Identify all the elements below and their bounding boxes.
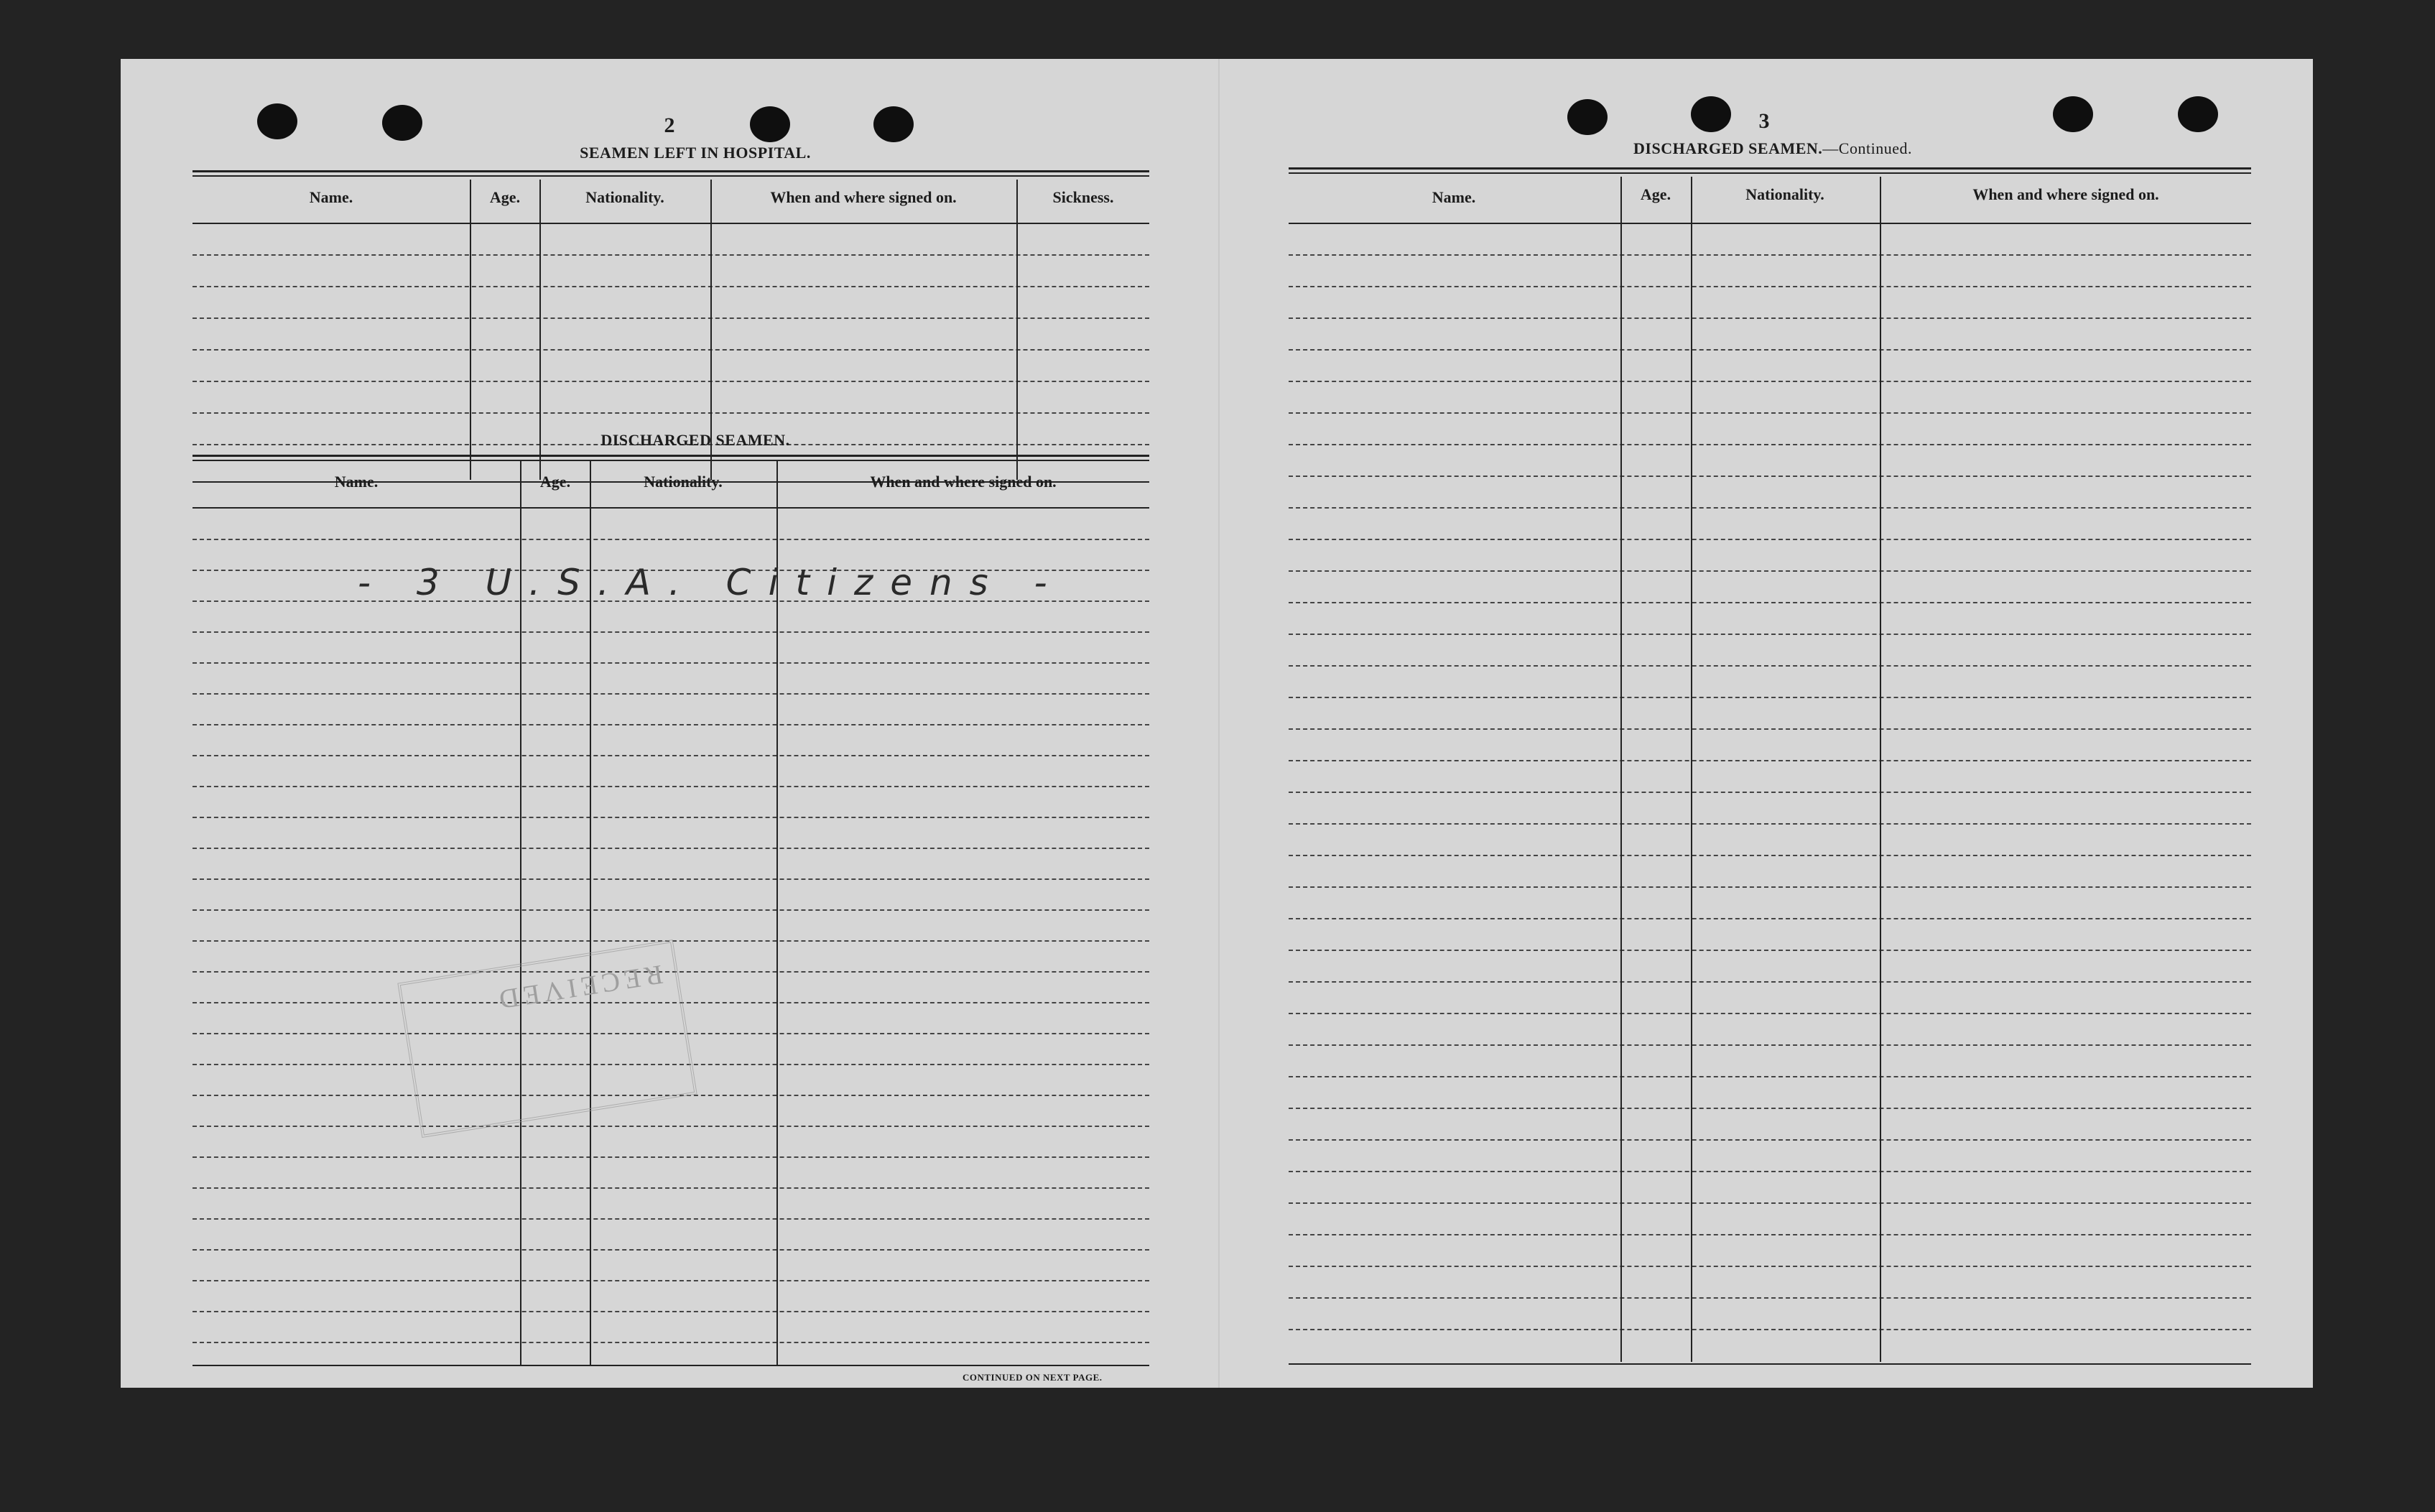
discharged-col-signed-on: When and where signed on. [870, 473, 1057, 491]
discharged-top-rule [193, 455, 1149, 461]
hospital-col-sickness: Sickness. [1052, 188, 1114, 206]
ruled-line [193, 1218, 1149, 1220]
ruled-line [193, 539, 1149, 540]
ruled-line [1289, 444, 2251, 445]
discharged-section-title: DISCHARGED SEAMEN. [600, 431, 790, 449]
ruled-line [1289, 412, 2251, 414]
discharged-continued-title-main: DISCHARGED SEAMEN. [1633, 139, 1823, 157]
punch-hole [750, 106, 790, 142]
ruled-line [1289, 792, 2251, 793]
ruled-line [193, 286, 1149, 287]
ruled-line [1289, 886, 2251, 888]
discharged-col-age: Age. [539, 473, 571, 491]
ruled-line [1289, 1013, 2251, 1014]
ruled-line [1289, 634, 2251, 635]
document-sheet [121, 59, 2313, 1388]
discharged-header-rule [193, 507, 1149, 509]
discharged-col-nationality: Nationality. [644, 473, 723, 491]
ruled-line [193, 693, 1149, 695]
discharged-bottom-rule [193, 1365, 1149, 1366]
ruled-line [1289, 1329, 2251, 1330]
hospital-col-signed-on: When and where signed on. [770, 188, 957, 206]
ruled-line [193, 317, 1149, 319]
punch-hole [2053, 96, 2093, 132]
right-col-divider [1620, 177, 1622, 1362]
discharged-col-name: Name. [334, 473, 379, 491]
ruled-line [1289, 539, 2251, 540]
ruled-line [193, 1126, 1149, 1127]
ruled-line [1289, 1297, 2251, 1299]
ruled-line [1289, 1266, 2251, 1267]
ruled-line [1289, 254, 2251, 256]
page-number-right: 3 [1758, 109, 1770, 133]
ruled-line [1289, 697, 2251, 698]
ruled-line [193, 631, 1149, 633]
ruled-line [193, 786, 1149, 787]
ruled-line [1289, 823, 2251, 825]
ruled-line [1289, 507, 2251, 509]
ruled-line [193, 1342, 1149, 1343]
ruled-line [1289, 476, 2251, 477]
ruled-line [193, 662, 1149, 664]
right-top-rule [1289, 167, 2251, 174]
ruled-line [193, 1311, 1149, 1312]
punch-hole [2178, 96, 2218, 132]
ruled-line [193, 724, 1149, 725]
ruled-line [1289, 855, 2251, 856]
ruled-line [193, 412, 1149, 414]
ruled-line [1289, 1044, 2251, 1046]
ruled-line [1289, 1139, 2251, 1141]
punch-hole [382, 105, 422, 141]
ruled-line [193, 381, 1149, 382]
page-fold [1218, 59, 1220, 1388]
ruled-line [1289, 1234, 2251, 1235]
right-col-age: Age. [1640, 185, 1671, 203]
ruled-line [1289, 349, 2251, 351]
ruled-line [193, 909, 1149, 911]
ruled-line [193, 817, 1149, 818]
ruled-line [1289, 665, 2251, 667]
punch-hole [257, 103, 297, 139]
hospital-top-rule [193, 170, 1149, 177]
ruled-line [193, 1249, 1149, 1251]
right-col-divider [1691, 177, 1692, 1362]
page-number-left: 2 [664, 113, 675, 137]
ruled-line [1289, 381, 2251, 382]
continued-footer: CONTINUED ON NEXT PAGE. [963, 1372, 1103, 1383]
right-header-rule [1289, 223, 2251, 224]
ruled-line [193, 1187, 1149, 1189]
ruled-line [1289, 760, 2251, 761]
ruled-line [193, 1156, 1149, 1158]
discharged-continued-title [1557, 139, 1988, 158]
ruled-line [1289, 918, 2251, 919]
ruled-line [193, 878, 1149, 880]
ruled-line [1289, 1108, 2251, 1109]
hospital-col-nationality: Nationality. [585, 188, 664, 206]
hospital-col-age: Age. [489, 188, 521, 206]
hospital-col-divider [1016, 180, 1018, 480]
ruled-line [193, 254, 1149, 256]
hospital-col-name: Name. [309, 188, 353, 206]
punch-hole [1567, 99, 1608, 135]
ruled-line [1289, 286, 2251, 287]
ruled-line [1289, 317, 2251, 319]
received-stamp-text: RECEIVED [493, 958, 665, 1016]
ruled-line [1289, 1171, 2251, 1172]
ruled-line [193, 848, 1149, 849]
handwritten-entry: - 3 U.S.A. Citizens - [358, 562, 1065, 603]
discharged-continued-title-suffix: —Continued. [1822, 139, 1912, 157]
right-col-signed-on: When and where signed on. [1972, 185, 2159, 203]
ruled-line [1289, 602, 2251, 603]
ruled-line [193, 1280, 1149, 1281]
ruled-line [1289, 950, 2251, 951]
ruled-line [193, 755, 1149, 756]
ruled-line [1289, 728, 2251, 730]
ruled-line [1289, 1076, 2251, 1077]
punch-hole [1691, 96, 1731, 132]
hospital-col-divider [470, 180, 471, 480]
right-col-name: Name. [1432, 188, 1476, 206]
hospital-section-title: SEAMEN LEFT IN HOSPITAL. [580, 144, 811, 162]
right-col-nationality: Nationality. [1745, 185, 1824, 203]
hospital-header-rule [193, 223, 1149, 224]
ruled-line [1289, 570, 2251, 572]
punch-hole [873, 106, 914, 142]
ruled-line [1289, 1202, 2251, 1204]
right-col-divider [1880, 177, 1881, 1362]
ruled-line [193, 349, 1149, 351]
right-bottom-rule [1289, 1363, 2251, 1365]
ruled-line [1289, 981, 2251, 983]
